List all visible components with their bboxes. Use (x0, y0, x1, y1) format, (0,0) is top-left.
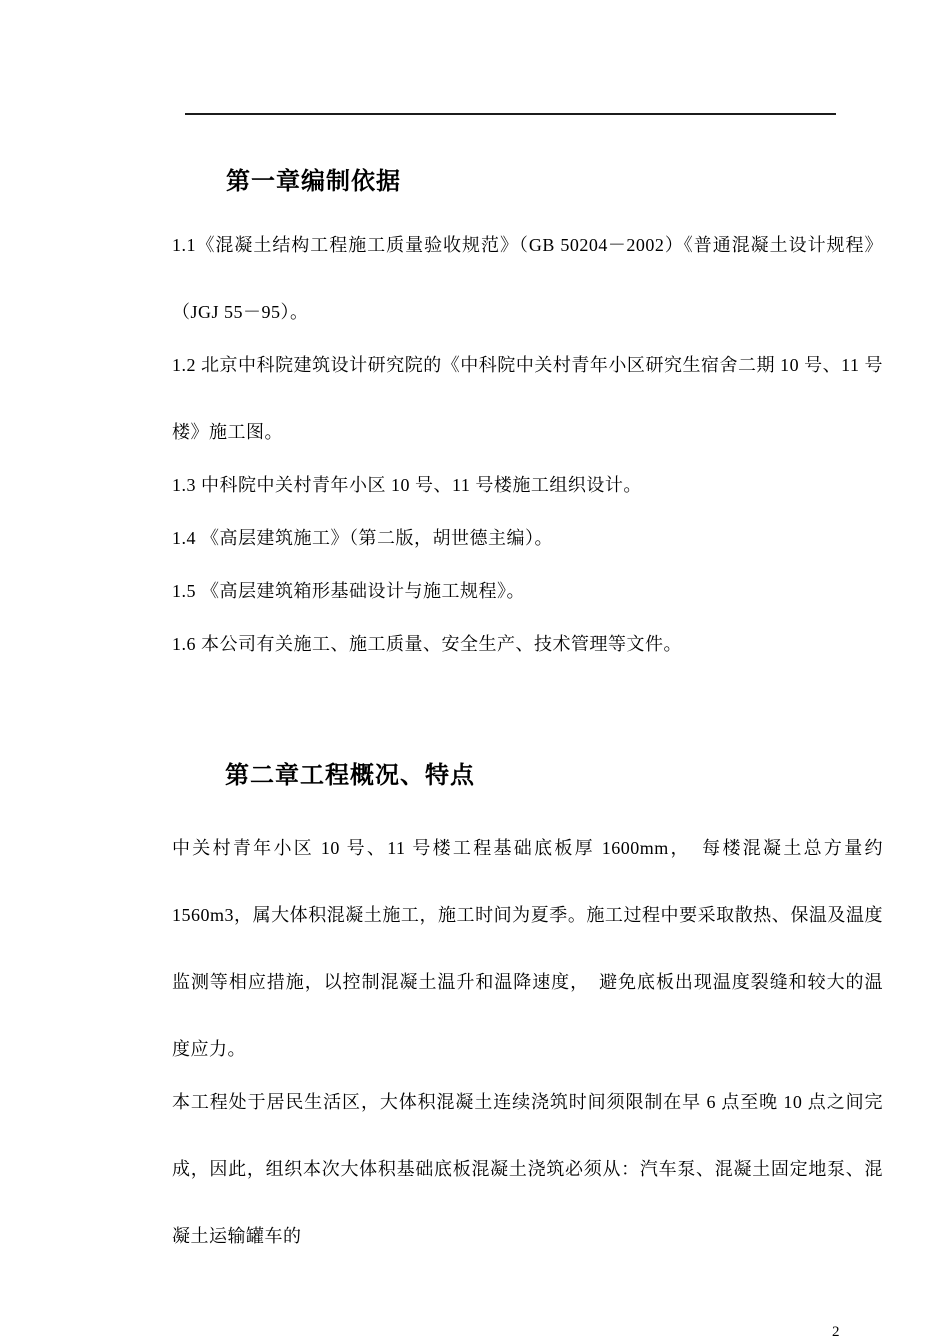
page-number: 2 (832, 1324, 840, 1340)
paragraph-2-2: 本工程处于居民生活区，大体积混凝土连续浇筑时间须限制在早 6 点至晚 10 点之间完成，因此，组织本次大体积基础底板混凝土浇筑必须从：汽车泵、混凝土固定地泵、混凝土运输罐车的 (172, 1092, 883, 1246)
paragraph-1-5: 1.5 《高层建筑箱形基础设计与施工规程》。 (172, 581, 525, 601)
paragraph-1-3: 1.3 中科院中关村青年小区 10 号、11 号楼施工组织设计。 (172, 475, 642, 495)
paragraph-1-1: 1.1《混凝土结构工程施工质量验收规范》（GB 50204－2002）《普通混凝土设计规程》（JGJ 55－95）。 (172, 235, 883, 322)
paragraph-1-4: 1.4 《高层建筑施工》（第二版，胡世德主编）。 (172, 528, 553, 548)
chapter-2-heading: 第二章工程概况、特点 (225, 762, 475, 789)
paragraph-1-6: 1.6 本公司有关施工、施工质量、安全生产、技术管理等文件。 (172, 634, 682, 654)
chapter-1-heading: 第一章编制依据 (226, 168, 401, 195)
paragraph-1-2: 1.2 北京中科院建筑设计研究院的《中科院中关村青年小区研究生宿舍二期 10 号、11 号楼》施工图。 (172, 355, 883, 442)
paragraph-2-1: 中关村青年小区 10 号、11 号楼工程基础底板厚 1600mm， 每楼混凝土总方量约 1560m3，属大体积混凝土施工，施工时间为夏季。施工过程中要采取散热、保温及温度监测等相应措施，以控制混凝土温升和温降速度， 避免底板出现温度裂缝和较大的温度应力。 (172, 838, 883, 1059)
header-rule (185, 113, 836, 115)
